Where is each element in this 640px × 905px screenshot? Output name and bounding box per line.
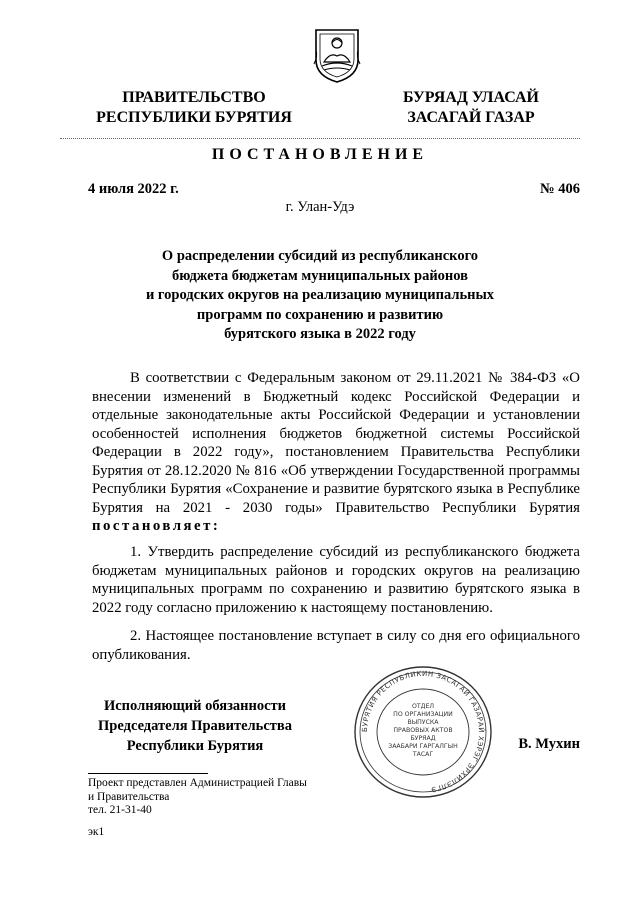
footer-line: Проект представлен Администрацией Главы	[88, 777, 307, 789]
header-line: ЗАСАГАЙ ГАЗАР	[407, 109, 535, 126]
header-line: РЕСПУБЛИКИ БУРЯТИЯ	[96, 109, 292, 126]
subject-line: бюджета бюджетам муниципальных районов	[171, 267, 469, 284]
subject-line: и городских округов на реализацию муниципальных	[145, 287, 495, 303]
footer-divider	[88, 773, 208, 774]
stamp-ring-text: БУРЯТИЯ РЕСПУБЛИКИН ЗАСАГАЙ ГАЗАРАЙ ХЭРЭГ ЭРХИЛЭЛГЭ	[360, 669, 486, 794]
government-header-ru	[88, 88, 300, 128]
document-subject	[120, 247, 520, 345]
document-date: 4 июля 2022 г.	[88, 181, 179, 197]
preamble-paragraph	[92, 369, 580, 536]
coat-of-arms-emblem	[312, 26, 362, 84]
signatory-name: В. Мухин	[518, 736, 580, 752]
subject-line: бурятского языка в 2022 году	[224, 326, 416, 342]
stamp-inner-line: ПРАВОВЫХ АКТОВ	[393, 727, 453, 734]
item-1-paragraph	[92, 543, 580, 617]
item-1-text: 1. Утвердить распределение субсидий из республиканского бюджета бюджетам муниципальных районов и городских округов на реализацию муниципальных программ по сохранению и развитию бурятского языка в 2022 году согласно приложению к настоящему постановлению.	[92, 544, 580, 616]
position-line: Председателя Правительства	[98, 718, 292, 734]
footer-code: эк1	[88, 826, 105, 838]
position-line: Исполняющий обязанности	[103, 698, 287, 714]
document-type: ПОСТАНОВЛЕНИЕ	[211, 146, 429, 163]
position-line: Республики Бурятия	[126, 738, 264, 754]
document-city: г. Улан-Удэ	[285, 199, 355, 215]
resolves-word: постановляет:	[92, 518, 221, 534]
item-2-paragraph	[92, 627, 580, 664]
item-2-text: 2. Настоящее постановление вступает в силу со дня его официального опубликования.	[92, 628, 580, 663]
stamp-inner-line: ОТДЕЛ	[411, 703, 435, 710]
buryatia-coat-of-arms-icon	[312, 26, 362, 84]
preamble-text: В соответствии с Федеральным законом от 29.11.2021 № 384-ФЗ «О внесении изменений в Бюджетный кодекс Российской Федерации и отдельные законодательные акты Российской Федерации и установлении особенностей исполнения бюджетов бюджетной системы Российской Федерации в 2022 году», постановлением Правительства Республики Бурятия от 28.12.2020 № 816 «Об утверждении Государственной программы Республики Бурятия «Сохранение и развитие бурятского языка в Республике Бурятия на 2021 - 2030 годы» Правительство Республики Бурятия	[92, 370, 580, 516]
header-line: ПРАВИТЕЛЬСТВО	[122, 89, 266, 106]
header-divider	[60, 138, 580, 139]
stamp-inner-line: ВЫПУСКА	[407, 719, 439, 726]
footer-line: тел. 21-31-40	[88, 804, 152, 816]
stamp-inner-line: ТАСАГ	[412, 751, 434, 758]
subject-line: программ по сохранению и развитию	[196, 306, 444, 323]
footer-note	[88, 777, 388, 818]
government-header-bua	[392, 88, 550, 128]
signatory-position	[88, 696, 302, 756]
footer-line: и Правительства	[88, 790, 170, 803]
subject-line: О распределении субсидий из республиканского	[161, 248, 479, 264]
stamp-inner-line: БУРЯАД	[410, 735, 436, 742]
stamp-inner-line: ПО ОРГАНИЗАЦИИ	[393, 711, 453, 718]
header-line: БУРЯАД УЛАСАЙ	[403, 89, 539, 106]
stamp-inner-line: ЗААБАРИ ГАРГАЛГЫН	[388, 743, 458, 750]
document-number: № 406	[540, 181, 580, 197]
